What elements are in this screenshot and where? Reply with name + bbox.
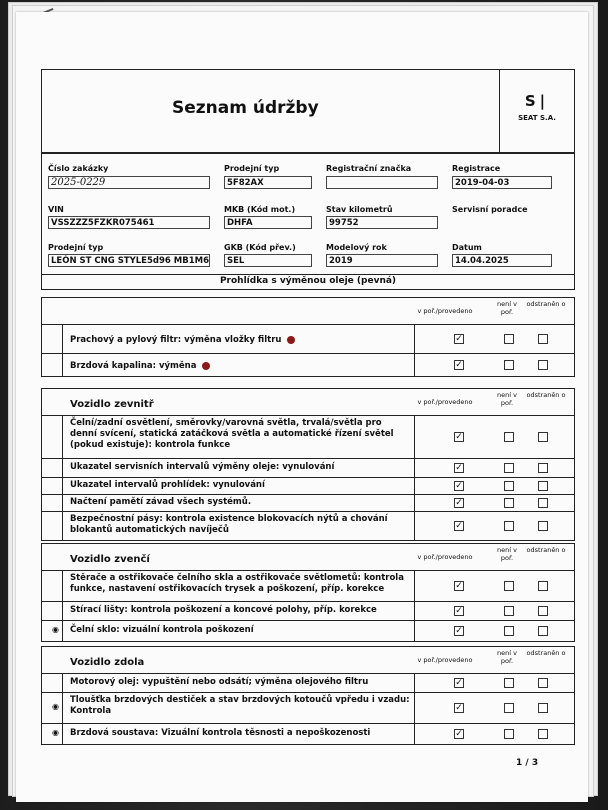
column-header-removed: odstraněn o — [526, 546, 566, 554]
checkbox-not-ok[interactable] — [504, 581, 514, 591]
column-divider — [62, 495, 63, 511]
section-header — [42, 298, 574, 325]
checklist-section — [41, 646, 575, 745]
mkb-label: MKB (Kód mot.) — [224, 205, 296, 214]
checklist-row — [42, 571, 574, 602]
section-header — [42, 647, 574, 674]
item-text-cell — [70, 605, 410, 616]
column-divider — [414, 478, 415, 494]
column-divider — [414, 354, 415, 376]
column-header-not-ok: není v poř. — [497, 391, 517, 407]
checkbox-done[interactable]: ✓ — [455, 360, 463, 370]
section-header — [42, 544, 574, 571]
column-divider — [414, 512, 415, 540]
checklist-row — [42, 459, 574, 478]
checklist-row — [42, 602, 574, 621]
column-divider — [62, 416, 63, 458]
column-divider — [62, 354, 63, 376]
red-dot-icon — [202, 362, 210, 370]
brand-name: SEAT S.A. — [518, 114, 556, 122]
vehicle-info-box — [41, 153, 575, 275]
checkbox-not-ok[interactable] — [504, 481, 514, 491]
column-divider — [62, 674, 63, 692]
advisor-label: Servisní poradce — [452, 205, 528, 214]
type-label: Prodejní typ — [224, 164, 280, 173]
model-year-field[interactable]: 2019 — [326, 254, 438, 267]
item-text: Motorový olej: vypuštění nebo odsátí; výměna olejového filtru — [70, 677, 369, 687]
mkb-field[interactable]: DHFA — [224, 216, 312, 229]
checklist-row — [42, 354, 574, 376]
column-header-done: v poř./provedeno — [417, 656, 473, 664]
column-divider — [62, 571, 63, 601]
checkbox-removed[interactable] — [538, 729, 548, 739]
red-dot-icon — [287, 336, 295, 344]
checkbox-done[interactable]: ✓ — [455, 606, 463, 616]
checkbox-done[interactable]: ✓ — [455, 334, 463, 344]
checklist-row — [42, 478, 574, 495]
advisor-field[interactable] — [452, 216, 552, 229]
column-divider — [414, 674, 415, 692]
checkbox-not-ok[interactable] — [504, 463, 514, 473]
maintenance-form-page — [16, 12, 588, 802]
order-field[interactable]: 2025-0229 — [48, 176, 210, 189]
column-divider — [414, 693, 415, 723]
date-label: Datum — [452, 243, 482, 252]
checkbox-removed[interactable] — [538, 678, 548, 688]
section-title: Vozidlo zdola — [70, 657, 145, 668]
checkbox-removed[interactable] — [538, 626, 548, 636]
column-divider — [414, 724, 415, 744]
header-box — [41, 69, 575, 153]
checkbox-not-ok[interactable] — [504, 606, 514, 616]
column-header-not-ok: není v poř. — [497, 546, 517, 562]
sales-type-field[interactable]: LEÓN ST CNG STYLE5d96 MB1M6 — [48, 254, 210, 267]
item-text: Stěrače a ostřikovače čelního skla a ostřikovače světlometů: kontrola funkce, nastavení ostřikovacích trysek a poškození, příp. korekce — [70, 573, 404, 594]
sales-type-label: Prodejní typ — [48, 243, 104, 252]
checklist-row — [42, 416, 574, 459]
checkbox-not-ok[interactable] — [504, 626, 514, 636]
item-text: Ukazatel servisních intervalů výměny oleje: vynulování — [70, 462, 335, 472]
item-text: Stírací lišty: kontrola poškození a koncové polohy, příp. korekce — [70, 605, 377, 615]
checkbox-removed[interactable] — [538, 703, 548, 713]
item-text-cell — [70, 695, 410, 717]
section-header — [42, 389, 574, 416]
column-header-done: v poř./provedeno — [417, 398, 473, 406]
km-label: Stav kilometrů — [326, 205, 393, 214]
column-divider — [62, 512, 63, 540]
item-text-cell — [70, 480, 410, 491]
date-field[interactable]: 14.04.2025 — [452, 254, 552, 267]
column-header-done: v poř./provedeno — [417, 307, 473, 315]
checklist-row — [42, 693, 574, 724]
column-divider — [414, 325, 415, 353]
column-header-removed: odstraněn o — [526, 649, 566, 657]
section-title: Vozidlo zvenčí — [70, 554, 150, 565]
gkb-label: GKB (Kód přev.) — [224, 243, 296, 252]
type-field[interactable]: 5F82AX — [224, 176, 312, 189]
checkbox-done[interactable]: ✓ — [455, 703, 463, 713]
item-text: Tloušťka brzdových destiček a stav brzdových kotoučů vpředu i vzadu: Kontrola — [70, 695, 410, 716]
checkbox-done[interactable]: ✓ — [455, 481, 463, 491]
checkbox-done[interactable]: ✓ — [455, 581, 463, 591]
column-divider — [414, 416, 415, 458]
item-text-cell — [70, 418, 410, 451]
checklist-row — [42, 724, 574, 744]
column-divider — [414, 459, 415, 477]
gkb-field[interactable]: SEL — [224, 254, 312, 267]
checkbox-not-ok[interactable] — [504, 498, 514, 508]
column-divider — [414, 602, 415, 620]
column-divider — [414, 621, 415, 641]
model-year-label: Modelový rok — [326, 243, 387, 252]
item-text-cell — [70, 462, 410, 473]
checkbox-removed[interactable] — [538, 481, 548, 491]
checkbox-not-ok[interactable] — [504, 703, 514, 713]
column-divider — [62, 693, 63, 723]
checklist-row — [42, 621, 574, 641]
checkbox-not-ok[interactable] — [504, 432, 514, 442]
checkbox-not-ok[interactable] — [504, 729, 514, 739]
column-divider — [62, 602, 63, 620]
column-divider — [62, 478, 63, 494]
checklist-row — [42, 512, 574, 540]
checklist-row — [42, 674, 574, 693]
item-text-cell — [70, 573, 410, 595]
checkbox-done[interactable]: ✓ — [455, 626, 463, 636]
item-text-cell — [70, 677, 410, 688]
checkbox-removed[interactable] — [538, 581, 548, 591]
column-header-removed: odstraněn o — [526, 300, 566, 308]
checkbox-done[interactable]: ✓ — [455, 521, 463, 531]
checkbox-done[interactable]: ✓ — [455, 729, 463, 739]
item-text-cell — [70, 728, 410, 739]
checkbox-not-ok[interactable] — [504, 360, 514, 370]
column-divider — [62, 325, 63, 353]
page-title: Seznam údržby — [172, 98, 319, 118]
column-header-not-ok: není v poř. — [497, 649, 517, 665]
item-text-cell — [70, 335, 410, 346]
column-header-done: v poř./provedeno — [417, 553, 473, 561]
brand-logo — [499, 70, 574, 152]
item-text: Čelní sklo: vizuální kontrola poškození — [70, 625, 254, 635]
checkbox-done[interactable]: ✓ — [455, 432, 463, 442]
column-header-not-ok: není v poř. — [497, 300, 517, 316]
checkbox-removed[interactable] — [538, 521, 548, 531]
column-header-removed: odstraněn o — [526, 391, 566, 399]
checkbox-not-ok[interactable] — [504, 521, 514, 531]
checklist-section — [41, 388, 575, 541]
registration-field[interactable]: 2019-04-03 — [452, 176, 552, 189]
item-text-cell — [70, 625, 410, 636]
service-type-bar: Prohlídka s výměnou oleje (pevná) — [41, 274, 575, 290]
plate-field[interactable] — [326, 176, 438, 189]
vin-label: VIN — [48, 205, 64, 214]
checkbox-removed[interactable] — [538, 360, 548, 370]
item-text-cell — [70, 497, 410, 508]
column-divider — [414, 495, 415, 511]
item-text: Ukazatel intervalů prohlídek: vynulování — [70, 480, 265, 490]
checklist-section — [41, 297, 575, 377]
eye-icon: ◉ — [52, 625, 59, 634]
checklist-row — [42, 325, 574, 354]
checkbox-done[interactable]: ✓ — [455, 678, 463, 688]
eye-icon: ◉ — [52, 728, 59, 737]
section-title: Vozidlo zevnitř — [70, 399, 154, 410]
plate-label: Registrační značka — [326, 164, 412, 173]
vin-field[interactable]: VSSZZZ5FZKR075461 — [48, 216, 210, 229]
order-label: Číslo zakázky — [48, 164, 109, 173]
item-text: Brzdová soustava: Vizuální kontrola těsnosti a nepoškozenosti — [70, 728, 371, 738]
registration-label: Registrace — [452, 164, 501, 173]
checkbox-done[interactable]: ✓ — [455, 498, 463, 508]
checklist-section — [41, 543, 575, 642]
column-divider — [414, 571, 415, 601]
item-text: Čelní/zadní osvětlení, směrovky/varovná světla, trvalá/světla pro denní svícení, statická zatáčková světla a automatické řízení světel (pokud existuje): kontrola funkce — [70, 418, 394, 450]
checkbox-removed[interactable] — [538, 432, 548, 442]
seat-logo-icon: S| — [524, 92, 550, 110]
checkbox-not-ok[interactable] — [504, 334, 514, 344]
checkbox-not-ok[interactable] — [504, 678, 514, 688]
item-text: Načtení pamětí závad všech systémů. — [70, 497, 252, 507]
item-text: Prachový a pylový filtr: výměna vložky filtru — [70, 335, 282, 345]
eye-icon: ◉ — [52, 702, 59, 711]
checkbox-removed[interactable] — [538, 334, 548, 344]
checklist-row — [42, 495, 574, 512]
item-text: Bezpečnostní pásy: kontrola existence blokovacích nýtů a chování blokantů automatických navíječů — [70, 514, 388, 535]
km-field[interactable]: 99752 — [326, 216, 438, 229]
column-divider — [62, 621, 63, 641]
checkbox-removed[interactable] — [538, 463, 548, 473]
item-text-cell — [70, 361, 410, 372]
checkbox-done[interactable]: ✓ — [455, 463, 463, 473]
column-divider — [62, 724, 63, 744]
checkbox-removed[interactable] — [538, 498, 548, 508]
checkbox-removed[interactable] — [538, 606, 548, 616]
page-number: 1 / 3 — [516, 758, 539, 768]
item-text-cell — [70, 514, 410, 536]
item-text: Brzdová kapalina: výměna — [70, 361, 197, 371]
column-divider — [62, 459, 63, 477]
